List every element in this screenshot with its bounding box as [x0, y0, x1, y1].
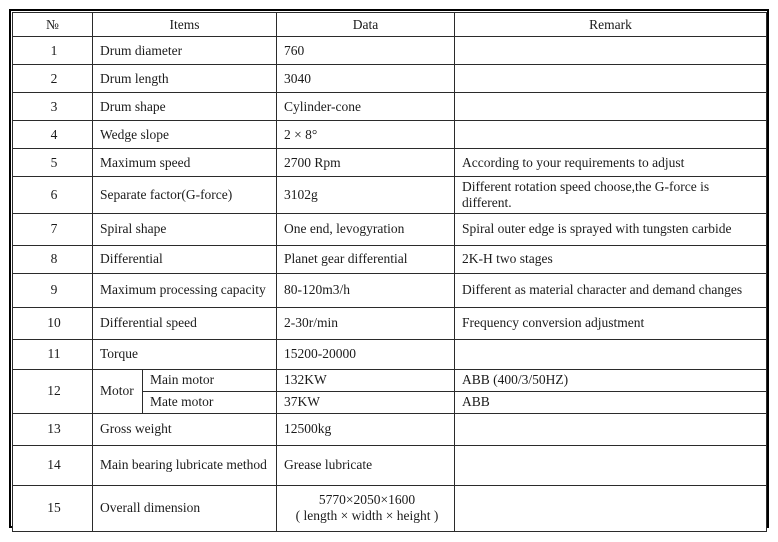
cell-item-motor: Motor	[93, 369, 143, 413]
table-row-5	[13, 149, 767, 177]
header-row	[13, 13, 767, 37]
table-row-8	[13, 245, 767, 273]
cell-item: Gross weight	[93, 413, 277, 445]
cell-no: 15	[13, 485, 93, 531]
table-row-3	[13, 93, 767, 121]
cell-no: 13	[13, 413, 93, 445]
cell-no: 8	[13, 245, 93, 273]
dimension-value: 5770×2050×1600	[318, 492, 416, 508]
cell-remark	[455, 121, 767, 149]
table-row-1	[13, 37, 767, 65]
cell-item: Maximum processing capacity	[93, 273, 277, 307]
cell-data: Cylinder-cone	[277, 93, 455, 121]
cell-no: 12	[13, 369, 93, 413]
cell-data: 2-30r/min	[277, 307, 455, 339]
cell-data: 3102g	[277, 177, 455, 214]
cell-item: Wedge slope	[93, 121, 277, 149]
cell-remark	[455, 485, 767, 531]
cell-remark	[455, 37, 767, 65]
cell-item: Differential	[93, 245, 277, 273]
cell-no: 6	[13, 177, 93, 214]
cell-no: 7	[13, 213, 93, 245]
cell-data: 80-120m3/h	[277, 273, 455, 307]
cell-remark	[455, 445, 767, 485]
cell-item: Drum shape	[93, 93, 277, 121]
cell-data: 3040	[277, 65, 455, 93]
table-row-15	[13, 485, 767, 531]
table-row-12-main-motor	[13, 369, 767, 391]
dimension-caption: ( length × width × height )	[295, 508, 439, 524]
col-header-remark: Remark	[455, 13, 767, 37]
table-row-11	[13, 339, 767, 369]
cell-item: Separate factor(G-force)	[93, 177, 277, 214]
cell-item: Torque	[93, 339, 277, 369]
cell-remark: Different as material character and demand changes	[455, 273, 767, 307]
cell-item: Drum diameter	[93, 37, 277, 65]
cell-item: Maximum speed	[93, 149, 277, 177]
table-row-10	[13, 307, 767, 339]
cell-data: 15200-20000	[277, 339, 455, 369]
table-row-13	[13, 413, 767, 445]
cell-no: 10	[13, 307, 93, 339]
cell-data: Planet gear differential	[277, 245, 455, 273]
table-row-14	[13, 445, 767, 485]
table-row-9	[13, 273, 767, 307]
cell-no: 11	[13, 339, 93, 369]
cell-data: 12500kg	[277, 413, 455, 445]
cell-data: One end, levogyration	[277, 213, 455, 245]
cell-remark: Frequency conversion adjustment	[455, 307, 767, 339]
cell-remark	[455, 413, 767, 445]
cell-no: 2	[13, 65, 93, 93]
cell-data: 2700 Rpm	[277, 149, 455, 177]
cell-no: 5	[13, 149, 93, 177]
cell-item: Differential speed	[93, 307, 277, 339]
cell-item: Main bearing lubricate method	[93, 445, 277, 485]
cell-data: 2 × 8°	[277, 121, 455, 149]
cell-remark	[455, 339, 767, 369]
cell-no: 3	[13, 93, 93, 121]
cell-subitem: Main motor	[143, 369, 277, 391]
cell-no: 14	[13, 445, 93, 485]
cell-data: Grease lubricate	[277, 445, 455, 485]
cell-data-dimension	[277, 485, 455, 531]
table-row-4	[13, 121, 767, 149]
cell-data: 37KW	[277, 391, 455, 413]
cell-no: 4	[13, 121, 93, 149]
table-row-7	[13, 213, 767, 245]
cell-data: 760	[277, 37, 455, 65]
table-row-6	[13, 177, 767, 214]
cell-remark: Spiral outer edge is sprayed with tungsten carbide	[455, 213, 767, 245]
cell-remark: 2K-H two stages	[455, 245, 767, 273]
cell-no: 9	[13, 273, 93, 307]
col-header-items: Items	[93, 13, 277, 37]
table-row-2	[13, 65, 767, 93]
cell-subitem: Mate motor	[143, 391, 277, 413]
cell-remark	[455, 65, 767, 93]
spec-table	[12, 12, 767, 532]
cell-remark: ABB (400/3/50HZ)	[455, 369, 767, 391]
cell-remark: According to your requirements to adjust	[455, 149, 767, 177]
col-header-data: Data	[277, 13, 455, 37]
col-header-no: №	[13, 13, 93, 37]
cell-item: Drum length	[93, 65, 277, 93]
cell-remark: Different rotation speed choose,the G-force is different.	[455, 177, 767, 214]
cell-remark	[455, 93, 767, 121]
cell-item: Overall dimension	[93, 485, 277, 531]
cell-no: 1	[13, 37, 93, 65]
spec-table-frame	[9, 9, 769, 528]
cell-item: Spiral shape	[93, 213, 277, 245]
cell-data: 132KW	[277, 369, 455, 391]
cell-remark: ABB	[455, 391, 767, 413]
